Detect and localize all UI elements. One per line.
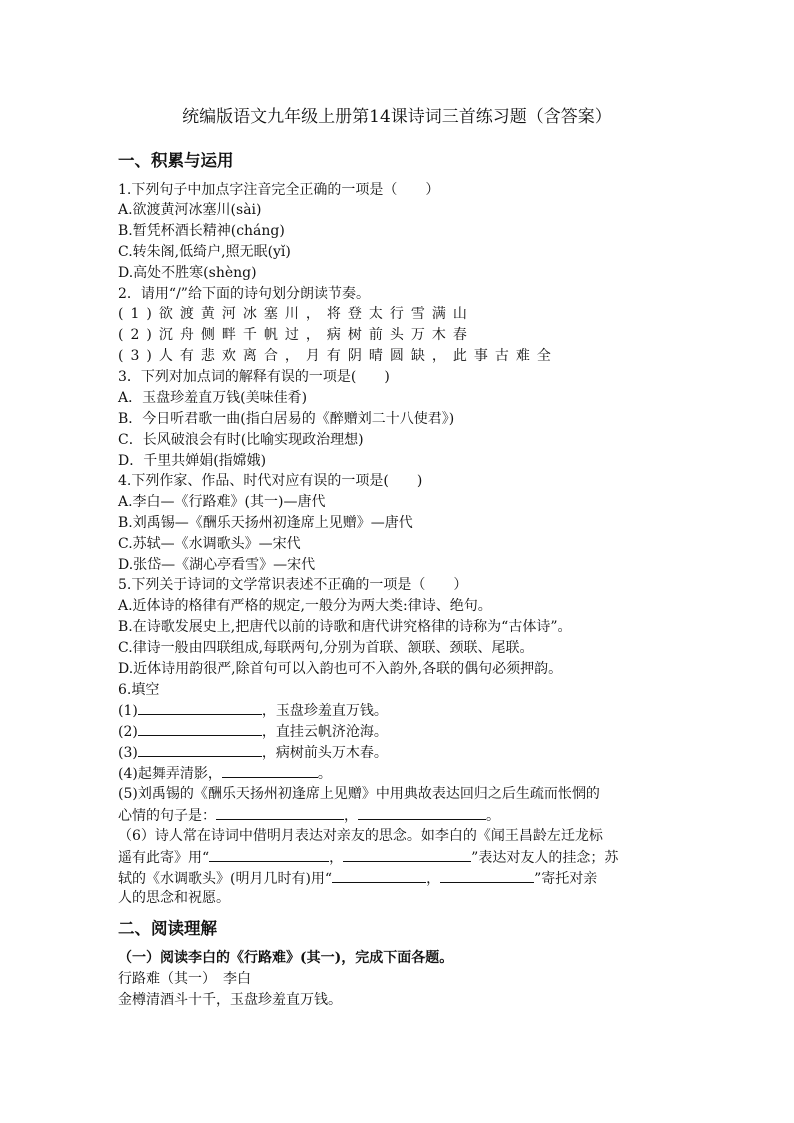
q6-fill-2-suffix: ，直挂云帆济沧海。 (261, 724, 388, 740)
q1-stem: 1.下列句子中加点字注音完全正确的一项是（ ） (118, 182, 440, 198)
section-heading-1: 一、积累与运用 (118, 151, 234, 170)
q5-option-c: C.律诗一般由四联组成,每联两句,分别为首联、颔联、颈联、尾联。 (118, 640, 534, 656)
q1-option-c: C.转朱阁,低绮户,照无眠(yǐ) (118, 244, 291, 260)
q6-fill-5-blank-a[interactable] (216, 805, 344, 820)
q4-stem: 4.下列作家、作品、时代对应有误的一项是( ) (118, 473, 423, 489)
q6-fill-5-line-2 (118, 805, 500, 826)
q6-fill-3-prefix: (3) (118, 745, 138, 761)
q6-fill-5-sep: ， (344, 808, 358, 824)
q6-fill-1 (118, 700, 388, 721)
q2-item-1: (1)欲渡黄河冰塞川，将登太行雪满山 (118, 306, 474, 322)
q6-fill-4-blank[interactable] (222, 763, 318, 778)
q6-fill-6-tail-2: ”寄托对亲 (534, 871, 598, 887)
q3-option-d: D．千里共婵娟(指嫦娥) (118, 453, 267, 469)
q2-item-2: (2)沉舟侧畔千帆过，病树前头万木春 (118, 327, 474, 343)
q5-option-b: B.在诗歌发展史上,把唐代以前的诗歌和唐代讲究格律的诗称为“古体诗”。 (118, 619, 572, 635)
q6-fill-3-blank[interactable] (138, 742, 262, 757)
q6-fill-6-sep-2: ， (426, 871, 441, 887)
q6-fill-6-blank-b[interactable] (343, 847, 471, 862)
q3-option-c: C．长风破浪会有时(比喻实现政治理想) (118, 432, 364, 448)
q6-fill-6-sep: ， (329, 850, 344, 866)
q6-fill-4 (118, 763, 332, 784)
q6-fill-5-lead: 心情的句子是： (118, 808, 216, 824)
q6-fill-2-prefix: (2) (118, 724, 138, 740)
q4-option-a: A.李白—《行路难》(其一)—唐代 (118, 494, 326, 510)
q5-option-a: A.近体诗的格律有严格的规定,一般分为两大类:律诗、绝句。 (118, 598, 492, 614)
q6-fill-2 (118, 721, 388, 742)
q4-option-c: C.苏轼—《水调歌头》—宋代 (118, 536, 301, 552)
q6-fill-6-blank-a[interactable] (209, 847, 329, 862)
q6-fill-6-blank-c[interactable] (332, 868, 426, 883)
poem-line-1: 金樽清酒斗十千，玉盘珍羞直万钱。 (118, 992, 342, 1008)
poem-title: 行路难（其一） 李白 (118, 971, 251, 987)
q6-fill-5-end: 。 (486, 808, 500, 824)
q6-fill-1-blank[interactable] (138, 700, 262, 715)
q6-stem: 6.填空 (118, 682, 160, 698)
q5-option-d: D.近体诗用韵很严,除首句可以入韵也可不入韵外,各联的偶句必须押韵。 (118, 661, 563, 677)
q6-fill-2-blank[interactable] (138, 721, 262, 736)
q2-item-3: (3)人有悲欢离合，月有阴晴圆缺，此事古难全 (118, 348, 558, 364)
q6-fill-4-suffix: 。 (317, 766, 332, 782)
q6-fill-6-line-1: （6）诗人常在诗词中借明月表达对亲友的思念。如李白的《闻王昌龄左迁龙标 (118, 828, 603, 844)
q3-stem: 3．下列对加点词的解释有误的一项是( ) (118, 369, 390, 385)
q6-fill-6-blank-d[interactable] (440, 868, 534, 883)
q6-fill-6-line-2 (118, 847, 618, 868)
q6-fill-6-lead-2: 轼的《水调歌头》(明月几时有)用“ (118, 871, 333, 887)
section-heading-2: 二、阅读理解 (118, 919, 217, 938)
q1-option-d: D.高处不胜寒(shèng) (118, 265, 257, 281)
q1-option-b: B.暂凭杯酒长精神(cháng) (118, 223, 285, 239)
q6-fill-6-line-4: 人的思念和祝愿。 (118, 890, 230, 906)
q3-option-b: B．今日听君歌一曲(指白居易的《醉赠刘二十八使君》) (118, 411, 455, 427)
q6-fill-6-tail: ”表达对友人的挂念；苏 (471, 850, 619, 866)
q6-fill-4-prefix: (4)起舞弄清影， (118, 766, 222, 782)
q6-fill-1-prefix: (1) (118, 703, 138, 719)
document-title: 统编版语文九年级上册第14课诗词三首练习题（含答案） (182, 107, 612, 127)
q6-fill-3-suffix: ，病树前头万木春。 (261, 745, 388, 761)
reading-subheading: （一）阅读李白的《行路难》(其一)，完成下面各题。 (118, 950, 454, 966)
q6-fill-6-line-3 (118, 868, 597, 889)
q1-option-a: A.欲渡黄河冰塞川(sài) (118, 202, 262, 218)
q6-fill-3 (118, 742, 388, 763)
q6-fill-1-suffix: ，玉盘珍羞直万钱。 (261, 703, 388, 719)
q4-option-d: D.张岱—《湖心亭看雪》—宋代 (118, 557, 316, 573)
q3-option-a: A．玉盘珍羞直万钱(美味佳肴) (118, 390, 308, 406)
q5-stem: 5.下列关于诗词的文学常识表述不正确的一项是（ ） (118, 577, 468, 593)
q4-option-b: B.刘禹锡—《酬乐天扬州初逢席上见赠》—唐代 (118, 515, 413, 531)
q2-stem: 2．请用“/”给下面的诗句划分朗读节奏。 (118, 286, 370, 302)
q6-fill-5-line-1: (5)刘禹锡的《酬乐天扬州初逢席上见赠》中用典故表达回归之后生疏而怅惘的 (118, 786, 600, 802)
q6-fill-6-lead: 遥有此寄》用“ (118, 850, 210, 866)
q6-fill-5-blank-b[interactable] (358, 805, 486, 820)
